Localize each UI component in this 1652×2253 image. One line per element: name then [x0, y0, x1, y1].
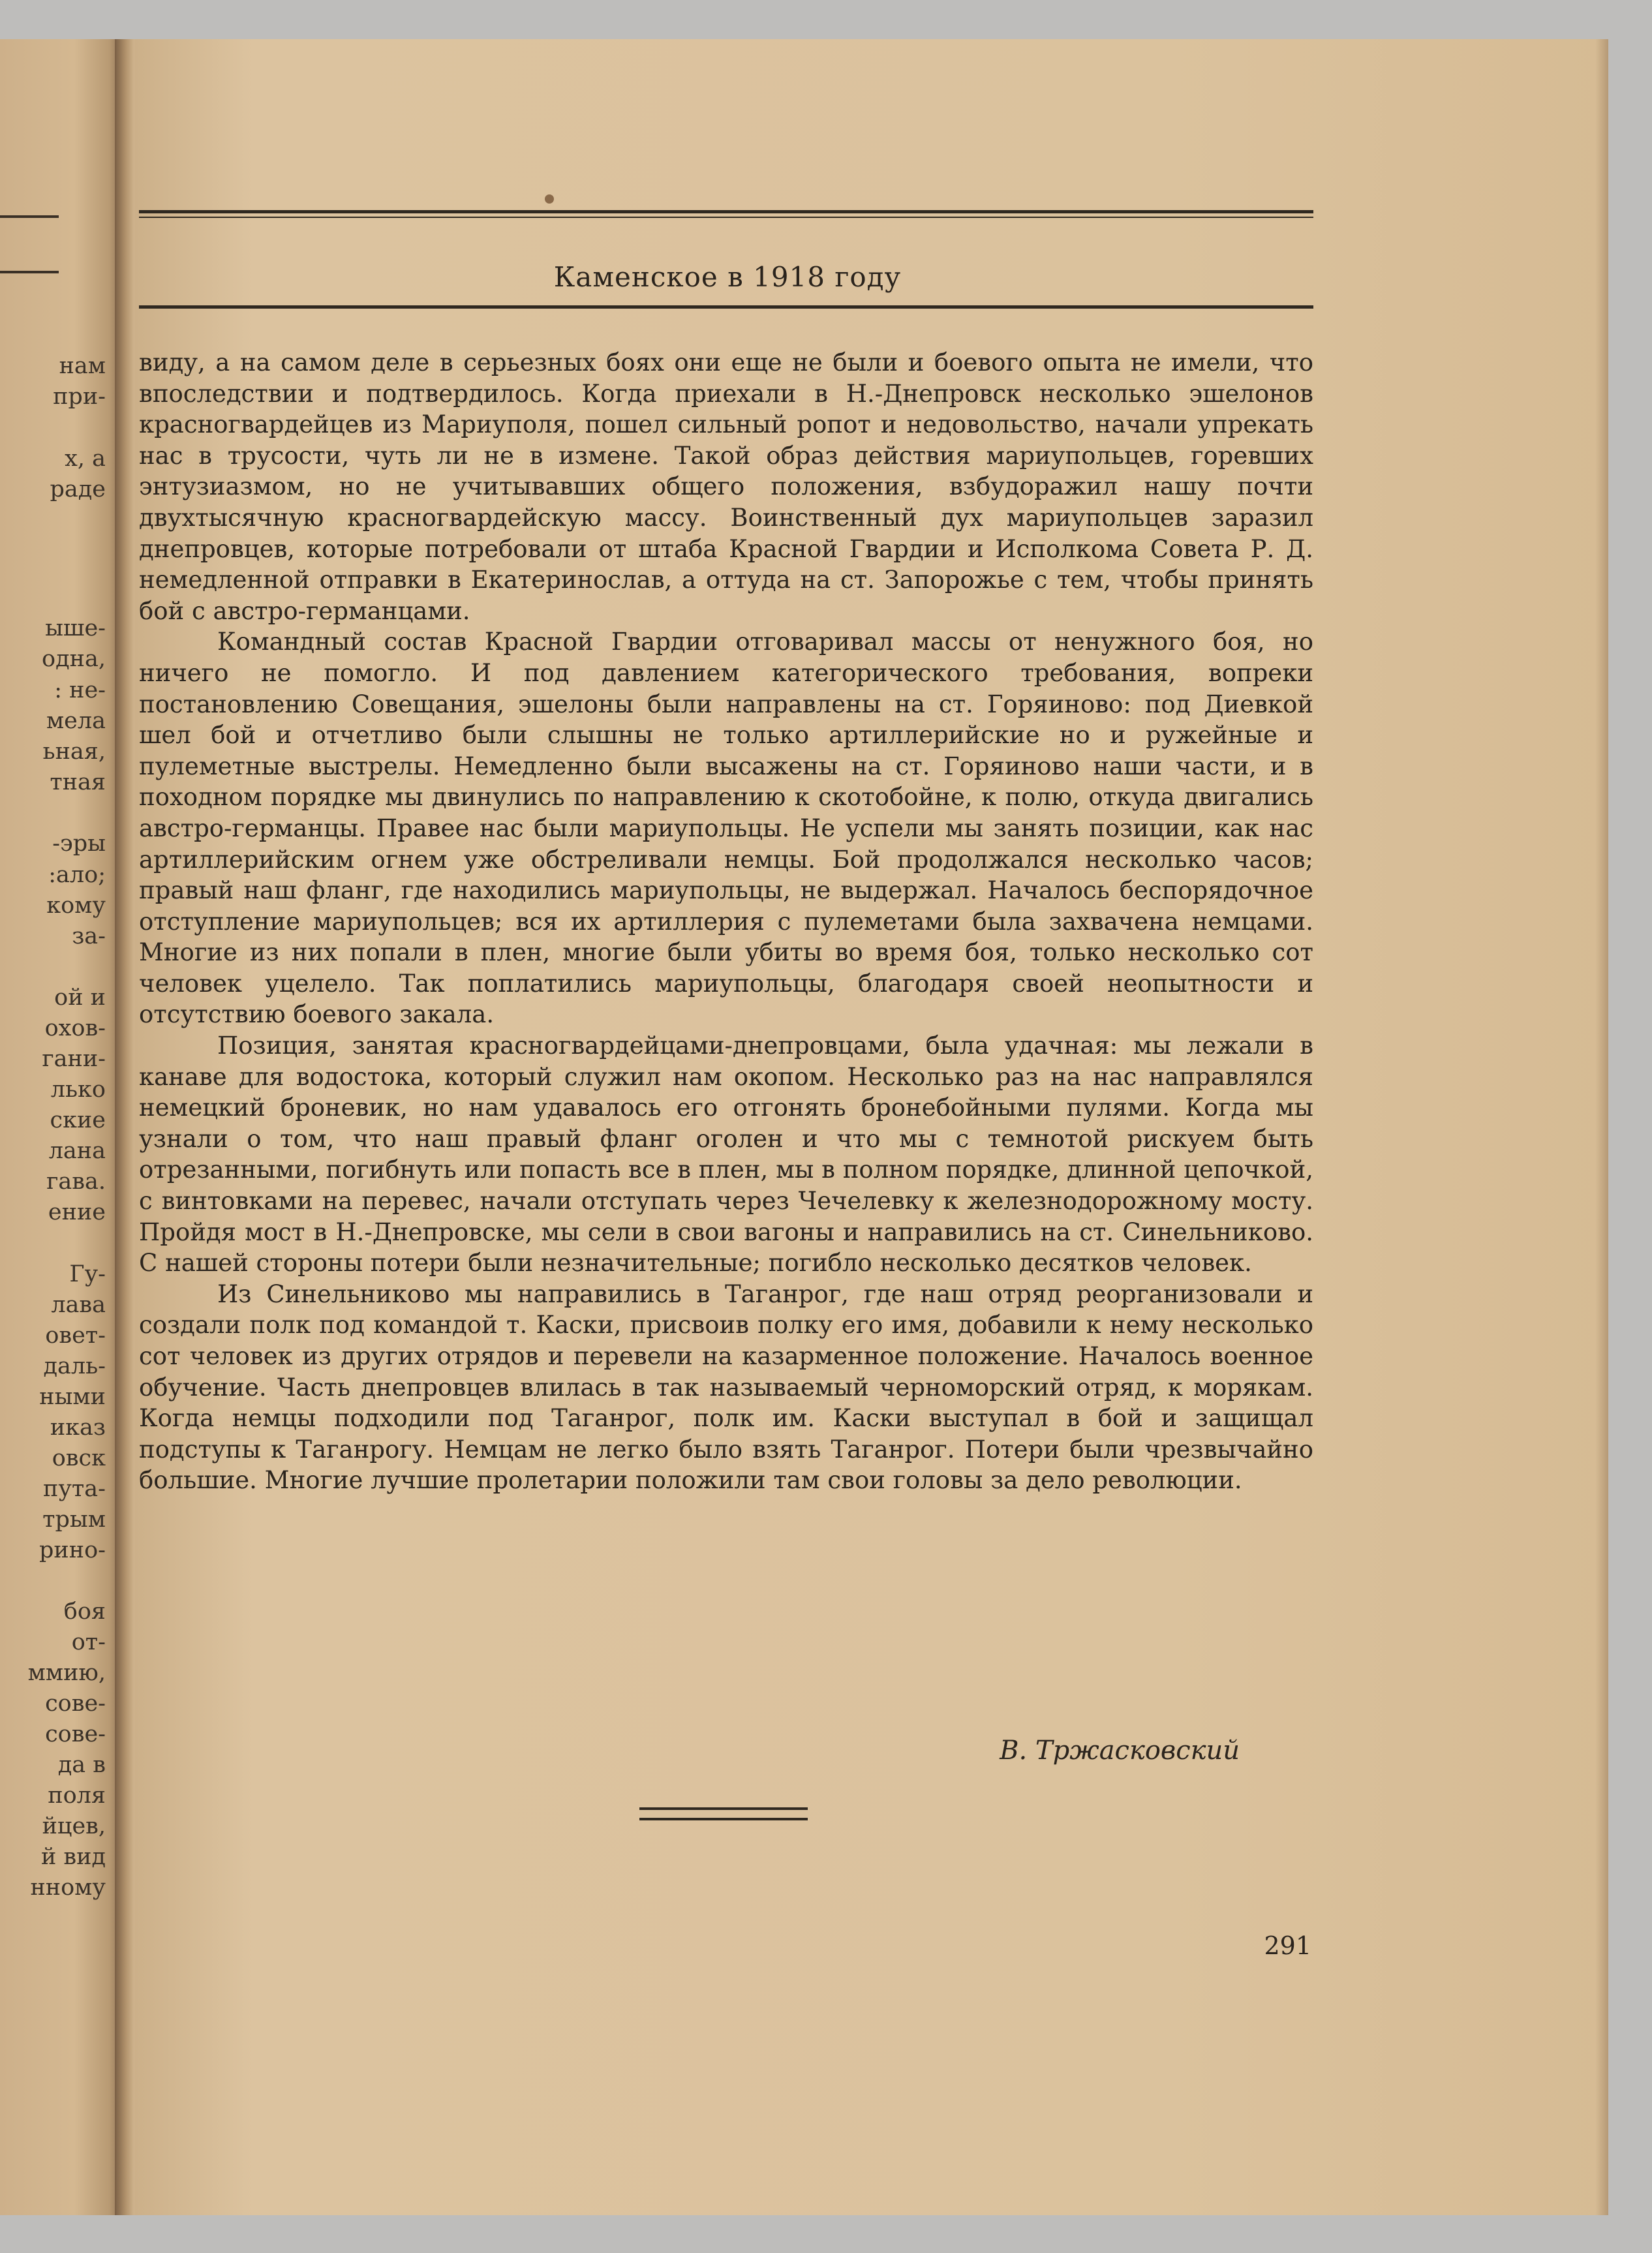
article-paragraph: Из Синельниково мы направились в Таганрог, где наш отряд реорганизовали и создали полк под командой т. Каски, присвоив полку его имя, добавили к нему несколько сот человек из других отрядов и перевели на казарменное положение. Началось военное обучение. Часть днепровцев влилась в так называемый черноморский отряд, к морякам. Когда немцы подходили под Таганрог, полк им. Каски выступал в бой и защищал подступы к Таганрогу. Немцам не легко было взять Таганрог. Потери были чрезвычайно большие. Многие лучшие пролетарии положили там свои головы за дело революции. — [139, 1280, 1313, 1495]
left-page-fragment: х, а — [65, 446, 106, 472]
left-page-fragment: иказ — [50, 1415, 106, 1441]
left-page-fragment: боя — [63, 1599, 106, 1625]
header-rule-top — [139, 210, 1313, 213]
left-page-fragment: ными — [39, 1384, 106, 1410]
left-page-fragment: при- — [53, 384, 106, 410]
left-page-fragment: даль- — [43, 1353, 106, 1379]
left-page-fragment: йцев, — [42, 1813, 106, 1839]
left-page-fragment: за- — [72, 923, 106, 949]
left-page-fragment: нам — [59, 353, 106, 379]
left-page-fragment: : не- — [54, 677, 106, 703]
left-page-fragment: ьная, — [42, 739, 106, 765]
left-page-fragment: сове- — [45, 1691, 106, 1717]
left-page-fragment: :ало; — [48, 862, 106, 888]
left-page-fragment: охов- — [44, 1015, 106, 1041]
header-rule-top-thin — [139, 217, 1313, 218]
end-rule-bottom — [639, 1818, 808, 1820]
left-page-rule — [0, 215, 59, 218]
left-page-fragment: лько — [50, 1077, 106, 1103]
article-paragraph: Позиция, занятая красногвардейцами-днепровцами, была удачная: мы лежали в канаве для водостока, который служил нам окопом. Несколько раз на нас направлялся немецкий броневик, но нам удавалось его отгонять бронебойными пулями. Когда мы узнали о том, что наш правый фланг оголен и что мы с темнотой рискуем быть отрезанными, погибнуть или попасть все в плен, мы в полном порядке, длинной цепочкой, с винтовками на перевес, начали отступать через Чечелевку к железнодорожному мосту. Пройдя мост в Н.-Днепровске, мы сели в свои вагоны и направились на ст. Синельниково. С нашей стороны потери были незначительные; погибло несколько десятков человек. — [139, 1032, 1313, 1278]
left-page-fragment: пута- — [43, 1476, 106, 1502]
left-page-fragment: от- — [71, 1629, 106, 1655]
header-rule-bottom — [139, 305, 1313, 309]
left-page-fragment: кому — [46, 893, 106, 919]
article-paragraph: виду, а на самом деле в серьезных боях они еще не были и боевого опыта не имели, что впоследствии и подтвердилось. Когда приехали в Н.-Днепровск несколько эшелонов красногвардейцев из Мариуполя, пошел сильный ропот и недовольство, начали упрекать нас в трусости, чуть ли не в измене. Такой образ действия мариупольцев, горевших энтузиазмом, но не учитывавших общего положения, взбудоражил нашу почти двухтысячную красногвардейскую массу. Воинственный дух мариупольцев заразил днепровцев, которые потребовали от штаба Красной Гвардии и Исполкома Совета Р. Д. немедленной отправки в Екатеринослав, а оттуда на ст. Запорожье с тем, чтобы принять бой с австро-германцами. — [139, 348, 1313, 625]
left-page-fragment: сове- — [45, 1721, 106, 1747]
left-page-fragment: мела — [46, 708, 106, 734]
left-page-edge — [0, 39, 124, 2215]
left-page-fragment: й вид — [40, 1844, 106, 1870]
left-page-fragment: одна, — [42, 646, 106, 672]
author-signature: В. Тржасковский — [1000, 1736, 1240, 1766]
left-page-fragment: ские — [50, 1107, 106, 1133]
left-page-fragment: ой и — [54, 985, 106, 1011]
page-number: 291 — [1264, 1931, 1311, 1960]
end-rule-top — [639, 1807, 808, 1810]
left-page-fragment: гани- — [42, 1046, 106, 1072]
left-page-fragment: тная — [50, 769, 106, 795]
left-page-fragment: раде — [50, 476, 106, 502]
book-spine — [115, 39, 134, 2215]
left-page-fragment: -эры — [52, 831, 106, 857]
left-page-fragment: гава. — [46, 1169, 106, 1195]
left-page-fragment: рино- — [39, 1537, 106, 1563]
left-page-fragment: овск — [52, 1445, 106, 1471]
left-page-fragment: нному — [30, 1875, 106, 1901]
left-page-fragment: Гу- — [69, 1261, 106, 1287]
article-paragraph: Командный состав Красной Гвардии отговаривал массы от ненужного боя, но ничего не помогло. И под давлением категорического требования, вопреки постановлению Совещания, эшелоны были направлены на ст. Горяиново: под Диевкой шел бой и отчетливо были слышны не только артиллерийские но и ружейные и пулеметные выстрелы. Немедленно были высажены на ст. Горяиново наши части, и в походном порядке мы двинулись по направлению к скотобойне, к полю, откуда двигались австро-германцы. Правее нас были мариупольцы. Не успели мы занять позиции, как нас артиллерийским огнем уже обстреливали немцы. Бой продолжался несколько часов; правый наш фланг, где находились мариупольцы, не выдержал. Началось беспорядочное отступление мариупольцев; вся их артиллерия с пулеметами была захвачена немцами. Многие из них попали в плен, многие были убиты во время боя, только несколько сот человек уцелело. Так поплатились мариупольцы, благодаря своей неопытности и отсутствию боевого закала. — [139, 628, 1313, 1029]
left-page-rule — [0, 271, 59, 273]
scanned-spread — [0, 39, 1608, 2215]
left-page-fragment: ение — [48, 1199, 106, 1225]
ornament-dot — [545, 194, 554, 204]
page-header-title: Каменское в 1918 году — [553, 261, 902, 293]
left-page-fragment: лава — [51, 1292, 106, 1318]
left-page-fragment: овет- — [45, 1323, 106, 1349]
left-page-fragment: трым — [42, 1507, 106, 1533]
left-page-fragment: ммию, — [27, 1660, 106, 1686]
left-page-fragment: поля — [48, 1783, 106, 1809]
page-edge-shadow — [1595, 39, 1608, 2215]
left-page-fragment: лана — [48, 1138, 106, 1164]
left-page-fragment: да в — [57, 1752, 106, 1778]
article-body — [139, 347, 1313, 1496]
left-page-fragment: ыше- — [45, 615, 106, 641]
